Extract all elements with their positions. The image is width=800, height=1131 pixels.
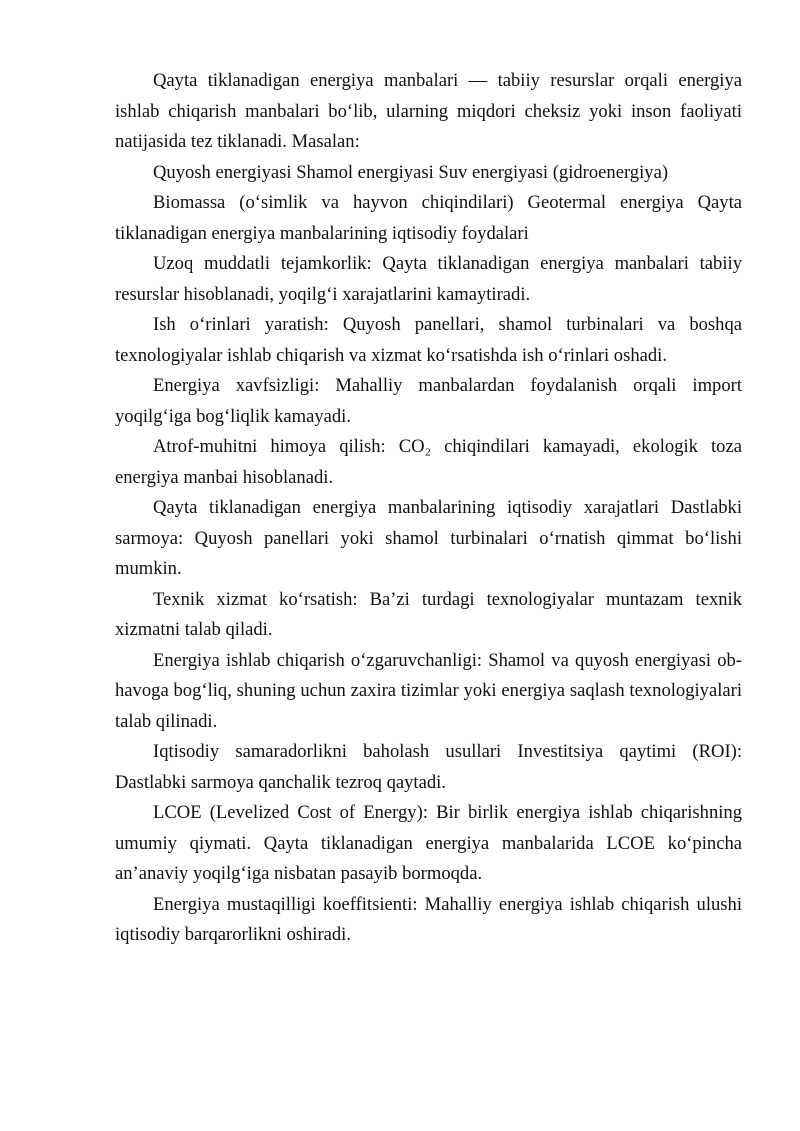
paragraph-biomass-geothermal: Biomassa (o‘simlik va hayvon chiqindilari) Geotermal energiya Qayta tiklanadigan energiya manbalarining iqtisodiy foydalari (115, 192, 742, 244)
paragraph-long-term-savings: Uzoq muddatli tejamkorlik: Qayta tiklanadigan energiya manbalari tabiiy resurslar hisoblanadi, yoqilg‘i xarajatlarini kamaytiradi. (115, 253, 742, 305)
paragraph-energy-security: Energiya xavfsizligi: Mahalliy manbalardan foydalanish orqali import yoqilg‘iga bog‘liqlik kamayadi. (115, 375, 742, 427)
paragraph-energy-types: Quyosh energiyasi Shamol energiyasi Suv energiyasi (gidroenergiya) (153, 161, 669, 183)
paragraph-job-creation: Ish o‘rinlari yaratish: Quyosh panellari, shamol turbinalari va boshqa texnologiyalar ishlab chiqarish va xizmat ko‘rsatishda ish o‘rinlari oshadi. (115, 314, 742, 366)
paragraph-energy-independence: Energiya mustaqilligi koeffitsienti: Mahalliy energiya ishlab chiqarish ulushi iqtisodiy barqarorlikni oshiradi. (115, 893, 742, 945)
paragraph-initial-investment: Qayta tiklanadigan energiya manbalarining iqtisodiy xarajatlari Dastlabki sarmoya: Quyosh panellari yoki shamol turbinalari o‘rnatish qimmat bo‘lishi mumkin. (115, 497, 742, 579)
paragraph-roi: Iqtisodiy samaradorlikni baholash usullari Investitsiya qaytimi (ROI): Dastlabki sarmoya qanchalik tezroq qaytadi. (115, 741, 742, 793)
paragraph-maintenance: Texnik xizmat ko‘rsatish: Ba’zi turdagi texnologiyalar muntazam texnik xizmatni talab qiladi. (115, 588, 742, 640)
paragraph-environment-protection: Atrof-muhitni himoya qilish: CO₂ chiqindilari kamayadi, ekologik toza energiya manbai hisoblanadi. (115, 436, 742, 488)
paragraph-variability: Energiya ishlab chiqarish o‘zgaruvchanligi: Shamol va quyosh energiyasi ob-havoga bog‘liq, shuning uchun zaxira tizimlar yoki energiya saqlash texnologiyalari talab qilinadi. (115, 649, 742, 732)
paragraph-lcoe: LCOE (Levelized Cost of Energy): Bir birlik energiya ishlab chiqarishning umumiy qiymati. Qayta tiklanadigan energiya manbalarida LCOE ko‘pincha an’anaviy yoqilg‘iga nisbatan pasayib bormoqda. (115, 802, 742, 884)
document-page (115, 66, 742, 951)
paragraph-renewable-definition: Qayta tiklanadigan energiya manbalari — tabiiy resurslar orqali energiya ishlab chiqarish manbalari bo‘lib, ularning miqdori cheksiz yoki inson faoliyati natijasida tez tiklanadi. Masalan: (115, 70, 742, 152)
